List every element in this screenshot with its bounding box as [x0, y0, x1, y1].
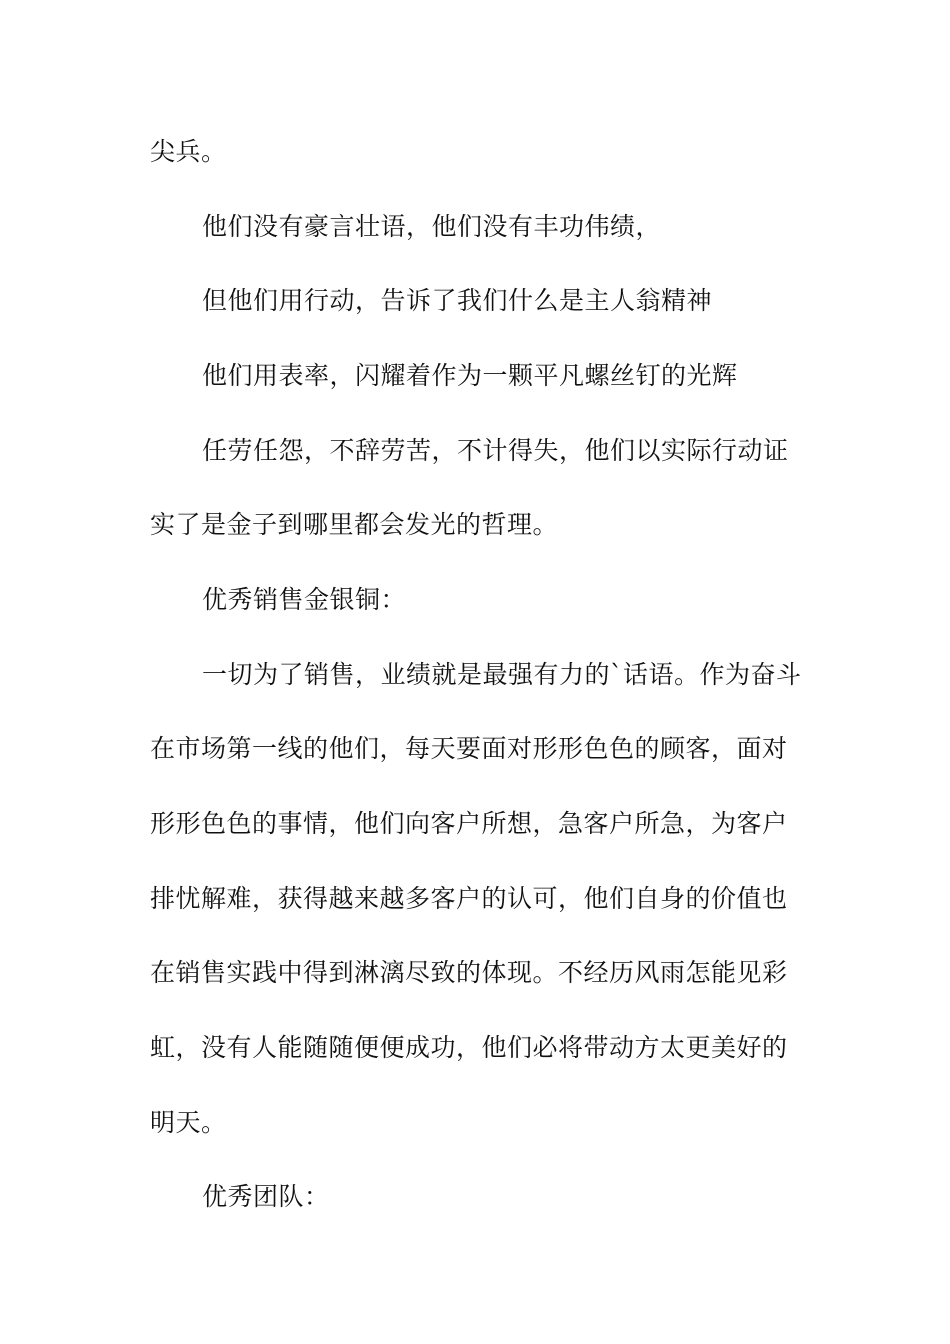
paragraph-line: 形形色色的事情，他们向客户所想，急客户所急，为客户 [150, 809, 788, 838]
section-heading: 优秀销售金银铜： [202, 585, 407, 614]
paragraph-line: 他们没有豪言壮语，他们没有丰功伟绩， [202, 212, 662, 241]
paragraph-line: 虹，没有人能随随便便成功，他们必将带动方太更美好的 [150, 1033, 788, 1062]
paragraph-line: 一切为了销售，业绩就是最强有力的`话语。作为奋斗 [202, 660, 802, 689]
paragraph-line: 尖兵。 [150, 137, 227, 166]
paragraph-line: 在销售实践中得到淋漓尽致的体现。不经历风雨怎能见彩 [150, 958, 788, 987]
paragraph-line: 他们用表率，闪耀着作为一颗平凡螺丝钉的光辉 [202, 361, 738, 390]
paragraph-line: 明天。 [150, 1108, 227, 1137]
section-heading: 优秀团队： [202, 1182, 330, 1211]
paragraph-line: 排忧解难，获得越来越多客户的认可，他们自身的价值也 [150, 884, 788, 913]
paragraph-line: 在市场第一线的他们，每天要面对形形色色的顾客，面对 [150, 734, 788, 763]
paragraph-line: 任劳任怨，不辞劳苦，不计得失，他们以实际行动证 [202, 436, 789, 465]
paragraph-line: 实了是金子到哪里都会发光的哲理。 [150, 510, 559, 539]
paragraph-line: 但他们用行动，告诉了我们什么是主人翁精神 [202, 286, 713, 315]
